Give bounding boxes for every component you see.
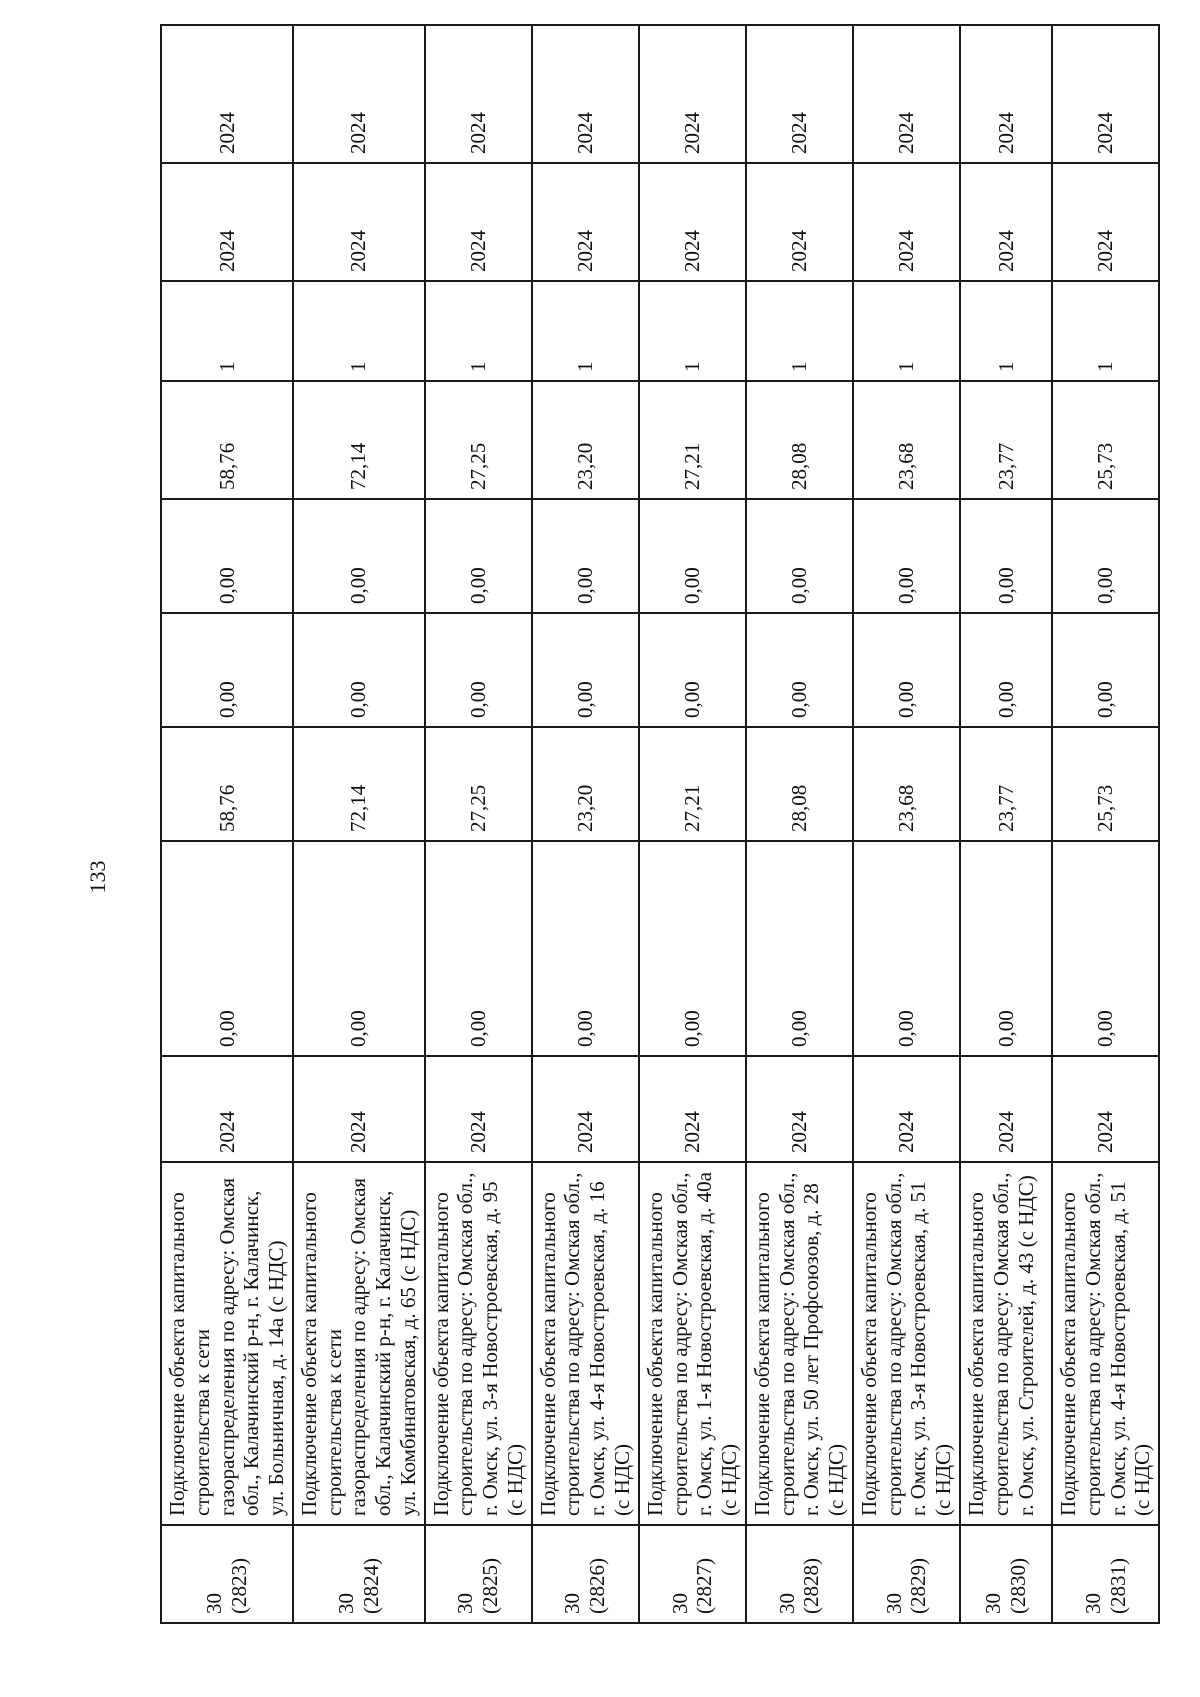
value-cell-2: 23,77	[960, 727, 1052, 841]
row-code: (2825)	[478, 1558, 503, 1614]
year-start-cell: 2024	[1052, 1056, 1159, 1162]
value-cell-5: 23,20	[532, 381, 639, 499]
code-cell	[293, 1525, 425, 1623]
row-number: 30	[981, 1593, 1006, 1614]
year-cell-b: 2024	[853, 25, 960, 163]
value-cell-3: 0,00	[293, 613, 425, 727]
value-cell-1: 0,00	[293, 841, 425, 1056]
year-cell-b: 2024	[1052, 25, 1159, 163]
table-row	[853, 25, 960, 1623]
year-cell-b: 2024	[425, 25, 532, 163]
count-cell: 1	[960, 281, 1052, 381]
row-number: 30	[202, 1593, 227, 1614]
year-start-cell: 2024	[853, 1056, 960, 1162]
value-cell-1: 0,00	[960, 841, 1052, 1056]
investment-table-wrapper	[160, 84, 1155, 1624]
value-cell-4: 0,00	[161, 499, 293, 613]
value-cell-5: 23,77	[960, 381, 1052, 499]
value-cell-1: 0,00	[853, 841, 960, 1056]
value-cell-5: 27,25	[425, 381, 532, 499]
value-cell-1: 0,00	[1052, 841, 1159, 1056]
description-cell: Подключение объекта капитального строительства к сети газораспределения по адресу: Омская обл., Калачинский р-н, г. Калачинск, ул. Комбинатовская, д. 65 (с НДС)	[293, 1162, 425, 1525]
year-cell-b: 2024	[532, 25, 639, 163]
year-start-cell: 2024	[425, 1056, 532, 1162]
value-cell-3: 0,00	[532, 613, 639, 727]
description-cell: Подключение объекта капитального строительства по адресу: Омская обл., г. Омск, ул. 3-я Новостроевская, д. 51 (с НДС)	[853, 1162, 960, 1525]
value-cell-4: 0,00	[639, 499, 746, 613]
value-cell-4: 0,00	[960, 499, 1052, 613]
row-code: (2831)	[1105, 1558, 1130, 1614]
year-cell-b: 2024	[293, 25, 425, 163]
year-cell-a: 2024	[960, 163, 1052, 281]
value-cell-4: 0,00	[853, 499, 960, 613]
table-row	[532, 25, 639, 1623]
value-cell-4: 0,00	[746, 499, 853, 613]
code-cell	[1052, 1525, 1159, 1623]
count-cell: 1	[746, 281, 853, 381]
value-cell-2: 58,76	[161, 727, 293, 841]
row-code: (2828)	[799, 1558, 824, 1614]
value-cell-3: 0,00	[639, 613, 746, 727]
year-start-cell: 2024	[161, 1056, 293, 1162]
row-code: (2824)	[358, 1558, 383, 1614]
value-cell-3: 0,00	[161, 613, 293, 727]
count-cell: 1	[293, 281, 425, 381]
value-cell-5: 58,76	[161, 381, 293, 499]
value-cell-2: 28,08	[746, 727, 853, 841]
table-row	[746, 25, 853, 1623]
value-cell-4: 0,00	[532, 499, 639, 613]
count-cell: 1	[853, 281, 960, 381]
value-cell-5: 27,21	[639, 381, 746, 499]
value-cell-3: 0,00	[746, 613, 853, 727]
investment-table	[160, 24, 1160, 1624]
table-row	[293, 25, 425, 1623]
table-row	[960, 25, 1052, 1623]
row-code: (2829)	[906, 1558, 931, 1614]
value-cell-3: 0,00	[425, 613, 532, 727]
row-number: 30	[667, 1593, 692, 1614]
value-cell-4: 0,00	[293, 499, 425, 613]
count-cell: 1	[425, 281, 532, 381]
year-start-cell: 2024	[639, 1056, 746, 1162]
value-cell-3: 0,00	[853, 613, 960, 727]
table-row	[1052, 25, 1159, 1623]
row-number: 30	[1080, 1593, 1105, 1614]
code-cell	[161, 1525, 293, 1623]
table-row	[161, 25, 293, 1623]
year-cell-a: 2024	[853, 163, 960, 281]
row-code: (2823)	[226, 1558, 251, 1614]
code-cell	[746, 1525, 853, 1623]
value-cell-2: 23,68	[853, 727, 960, 841]
row-number: 30	[453, 1593, 478, 1614]
year-cell-a: 2024	[1052, 163, 1159, 281]
code-cell	[639, 1525, 746, 1623]
value-cell-5: 23,68	[853, 381, 960, 499]
row-code: (2830)	[1005, 1558, 1030, 1614]
description-cell: Подключение объекта капитального строительства по адресу: Омская обл., г. Омск, ул. 4-я Новостроевская, д. 16 (с НДС)	[532, 1162, 639, 1525]
row-number: 30	[560, 1593, 585, 1614]
value-cell-2: 27,21	[639, 727, 746, 841]
value-cell-1: 0,00	[746, 841, 853, 1056]
value-cell-1: 0,00	[161, 841, 293, 1056]
year-cell-b: 2024	[639, 25, 746, 163]
year-cell-a: 2024	[746, 163, 853, 281]
year-cell-a: 2024	[639, 163, 746, 281]
description-cell: Подключение объекта капитального строительства по адресу: Омская обл., г. Омск, ул. 50 лет Профсоюзов, д. 28 (с НДС)	[746, 1162, 853, 1525]
year-start-cell: 2024	[960, 1056, 1052, 1162]
year-cell-a: 2024	[293, 163, 425, 281]
value-cell-4: 0,00	[1052, 499, 1159, 613]
table-row	[639, 25, 746, 1623]
year-start-cell: 2024	[746, 1056, 853, 1162]
count-cell: 1	[532, 281, 639, 381]
year-cell-b: 2024	[161, 25, 293, 163]
year-start-cell: 2024	[293, 1056, 425, 1162]
description-cell: Подключение объекта капитального строительства по адресу: Омская обл., г. Омск, ул. 4-я Новостроевская, д. 51 (с НДС)	[1052, 1162, 1159, 1525]
code-cell	[532, 1525, 639, 1623]
row-code: (2827)	[692, 1558, 717, 1614]
year-start-cell: 2024	[532, 1056, 639, 1162]
count-cell: 1	[639, 281, 746, 381]
description-cell: Подключение объекта капитального строительства по адресу: Омская обл., г. Омск, ул. 3-я Новостроевская, д. 95 (с НДС)	[425, 1162, 532, 1525]
value-cell-4: 0,00	[425, 499, 532, 613]
value-cell-2: 27,25	[425, 727, 532, 841]
description-cell: Подключение объекта капитального строительства по адресу: Омская обл., г. Омск, ул. Строителей, д. 43 (с НДС)	[960, 1162, 1052, 1525]
count-cell: 1	[161, 281, 293, 381]
year-cell-a: 2024	[425, 163, 532, 281]
table-body	[161, 25, 1159, 1623]
row-number: 30	[881, 1593, 906, 1614]
row-number: 30	[774, 1593, 799, 1614]
value-cell-1: 0,00	[425, 841, 532, 1056]
value-cell-5: 72,14	[293, 381, 425, 499]
value-cell-2: 23,20	[532, 727, 639, 841]
row-code: (2826)	[585, 1558, 610, 1614]
description-cell: Подключение объекта капитального строительства по адресу: Омская обл., г. Омск, ул. 1-я Новостроевская, д. 40а (с НДС)	[639, 1162, 746, 1525]
year-cell-a: 2024	[161, 163, 293, 281]
count-cell: 1	[1052, 281, 1159, 381]
table-row	[425, 25, 532, 1623]
code-cell	[853, 1525, 960, 1623]
value-cell-1: 0,00	[532, 841, 639, 1056]
value-cell-3: 0,00	[960, 613, 1052, 727]
value-cell-2: 72,14	[293, 727, 425, 841]
year-cell-b: 2024	[960, 25, 1052, 163]
year-cell-b: 2024	[746, 25, 853, 163]
row-number: 30	[333, 1593, 358, 1614]
value-cell-2: 25,73	[1052, 727, 1159, 841]
value-cell-5: 25,73	[1052, 381, 1159, 499]
code-cell	[425, 1525, 532, 1623]
value-cell-3: 0,00	[1052, 613, 1159, 727]
year-cell-a: 2024	[532, 163, 639, 281]
code-cell	[960, 1525, 1052, 1623]
description-cell: Подключение объекта капитального строительства к сети газораспределения по адресу: Омская обл., Калачинский р-н, г. Калачинск, ул. Больничная, д. 14а (с НДС)	[161, 1162, 293, 1525]
value-cell-1: 0,00	[639, 841, 746, 1056]
page-number: 133	[85, 860, 110, 894]
value-cell-5: 28,08	[746, 381, 853, 499]
